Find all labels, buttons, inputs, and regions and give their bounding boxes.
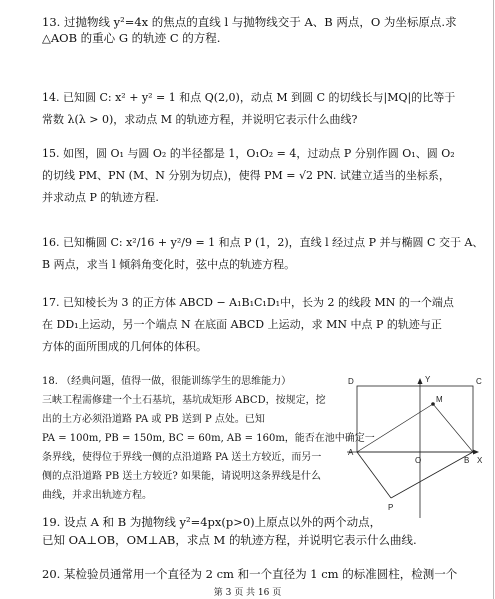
problem-18-line-7: 曲线，并求出轨迹方程。 [42, 490, 152, 501]
y-axis-arrow [418, 378, 423, 384]
problem-19-line-2: 已知 OA⊥OB，OM⊥AB，求点 M 的轨迹方程，并说明它表示什么曲线. [42, 533, 417, 547]
problem-14-line-2: 常数 λ(λ > 0)，求动点 M 的轨迹方程，并说明它表示什么曲线? [42, 113, 358, 126]
problem-18-line-4: PA = 100m, PB = 150m, BC = 60m, AB = 160m，能否在池中确定一 [42, 433, 375, 444]
problem-14 [42, 87, 462, 131]
problem-17-line-1: 17. 已知棱长为 3 的正方体 ABCD − A₁B₁C₁D₁中，长为 2 的线段 MN 的一个端点 [42, 296, 454, 309]
problem-13-line-2: △AOB 的重心 G 的轨迹 C 的方程. [42, 31, 221, 45]
problem-17 [42, 292, 462, 358]
road-pb [391, 452, 473, 498]
segment-am [357, 404, 433, 452]
problem-18-line-6: 侧的点沿道路 PB 送土方较近? 如果能，请说明这条界线是什么 [42, 471, 321, 482]
problem-19-line-1: 19. 设点 A 和 B 为抛物线 y²=4px(p>0)上原点以外的两个动点， [42, 515, 382, 529]
page-edge-line [493, 0, 494, 599]
label-p: P [388, 503, 394, 512]
problem-20 [42, 566, 462, 582]
label-y: Y [425, 375, 431, 384]
label-o: O [415, 456, 422, 465]
problem-16 [42, 232, 484, 276]
problem-13-line-1: 13. 过抛物线 y²=4x 的焦点的直线 l 与抛物线交于 A、B 两点，O 为坐标原点.求 [42, 15, 457, 29]
problem-15-line-2: 的切线 PM、PN (M、N 分别为切点)，使得 PM = √2 PN. 试建立适当的坐标系， [42, 169, 450, 182]
x-axis-arrow [473, 450, 479, 455]
label-x: X [477, 456, 483, 465]
problem-16-line-1: 16. 已知椭圆 C: x²/16 + y²/9 = 1 和点 P (1，2)，直线 l 经过点 P 并与椭圆 C 交于 A、 [42, 236, 484, 249]
label-a: A [348, 448, 354, 457]
problem-18-line-2: 三峡工程需修建一个土石基坑，基坑成矩形 ABCD，按规定，挖 [42, 395, 326, 406]
problem-14-line-1: 14. 已知圆 C: x² + y² = 1 和点 Q(2,0)，动点 M 到圆 C 的切线长与|MQ|的比等于 [42, 91, 456, 104]
page-footer: 第 3 页 共 16 页 [213, 588, 282, 598]
road-pa [357, 452, 391, 498]
label-m: M [436, 395, 443, 404]
pit-figure [345, 370, 485, 520]
problem-18-line-5: 条界线，使得位于界线一侧的点沿道路 PA 送土方较近，而另一 [42, 452, 322, 463]
label-d: D [348, 377, 354, 386]
problem-15-line-1: 15. 如图，圆 O₁ 与圆 O₂ 的半径都是 1，O₁O₂ = 4，过动点 P 分别作圆 O₁、圆 O₂ [42, 147, 455, 160]
problem-15 [42, 143, 462, 209]
label-b: B [464, 456, 470, 465]
problem-18-line-1: 18. （经典问题，值得一做，很能训练学生的思维能力） [42, 376, 292, 387]
problem-20-line-1: 20. 某检验员通常用一个直径为 2 cm 和一个直径为 1 cm 的标准圆柱，检测一个 [42, 567, 458, 581]
problem-15-line-3: 并求动点 P 的轨迹方程. [42, 191, 159, 204]
problem-16-line-2: B 两点，求当 l 倾斜角变化时，弦中点的轨迹方程。 [42, 258, 296, 271]
problem-13 [42, 14, 462, 46]
problem-18-line-3: 出的土方必须沿道路 PA 或 PB 送到 P 点处。已知 [42, 414, 265, 425]
point-m [431, 402, 435, 406]
pit-rectangle [357, 386, 473, 452]
problem-18 [42, 372, 375, 505]
problem-17-line-2: 在 DD₁上运动，另一个端点 N 在底面 ABCD 上运动，求 MN 中点 P 的轨迹与正 [42, 318, 442, 331]
label-c: C [476, 377, 482, 386]
segment-mb [433, 404, 473, 452]
problem-17-line-3: 方体的面所围成的几何体的体积。 [42, 340, 207, 353]
